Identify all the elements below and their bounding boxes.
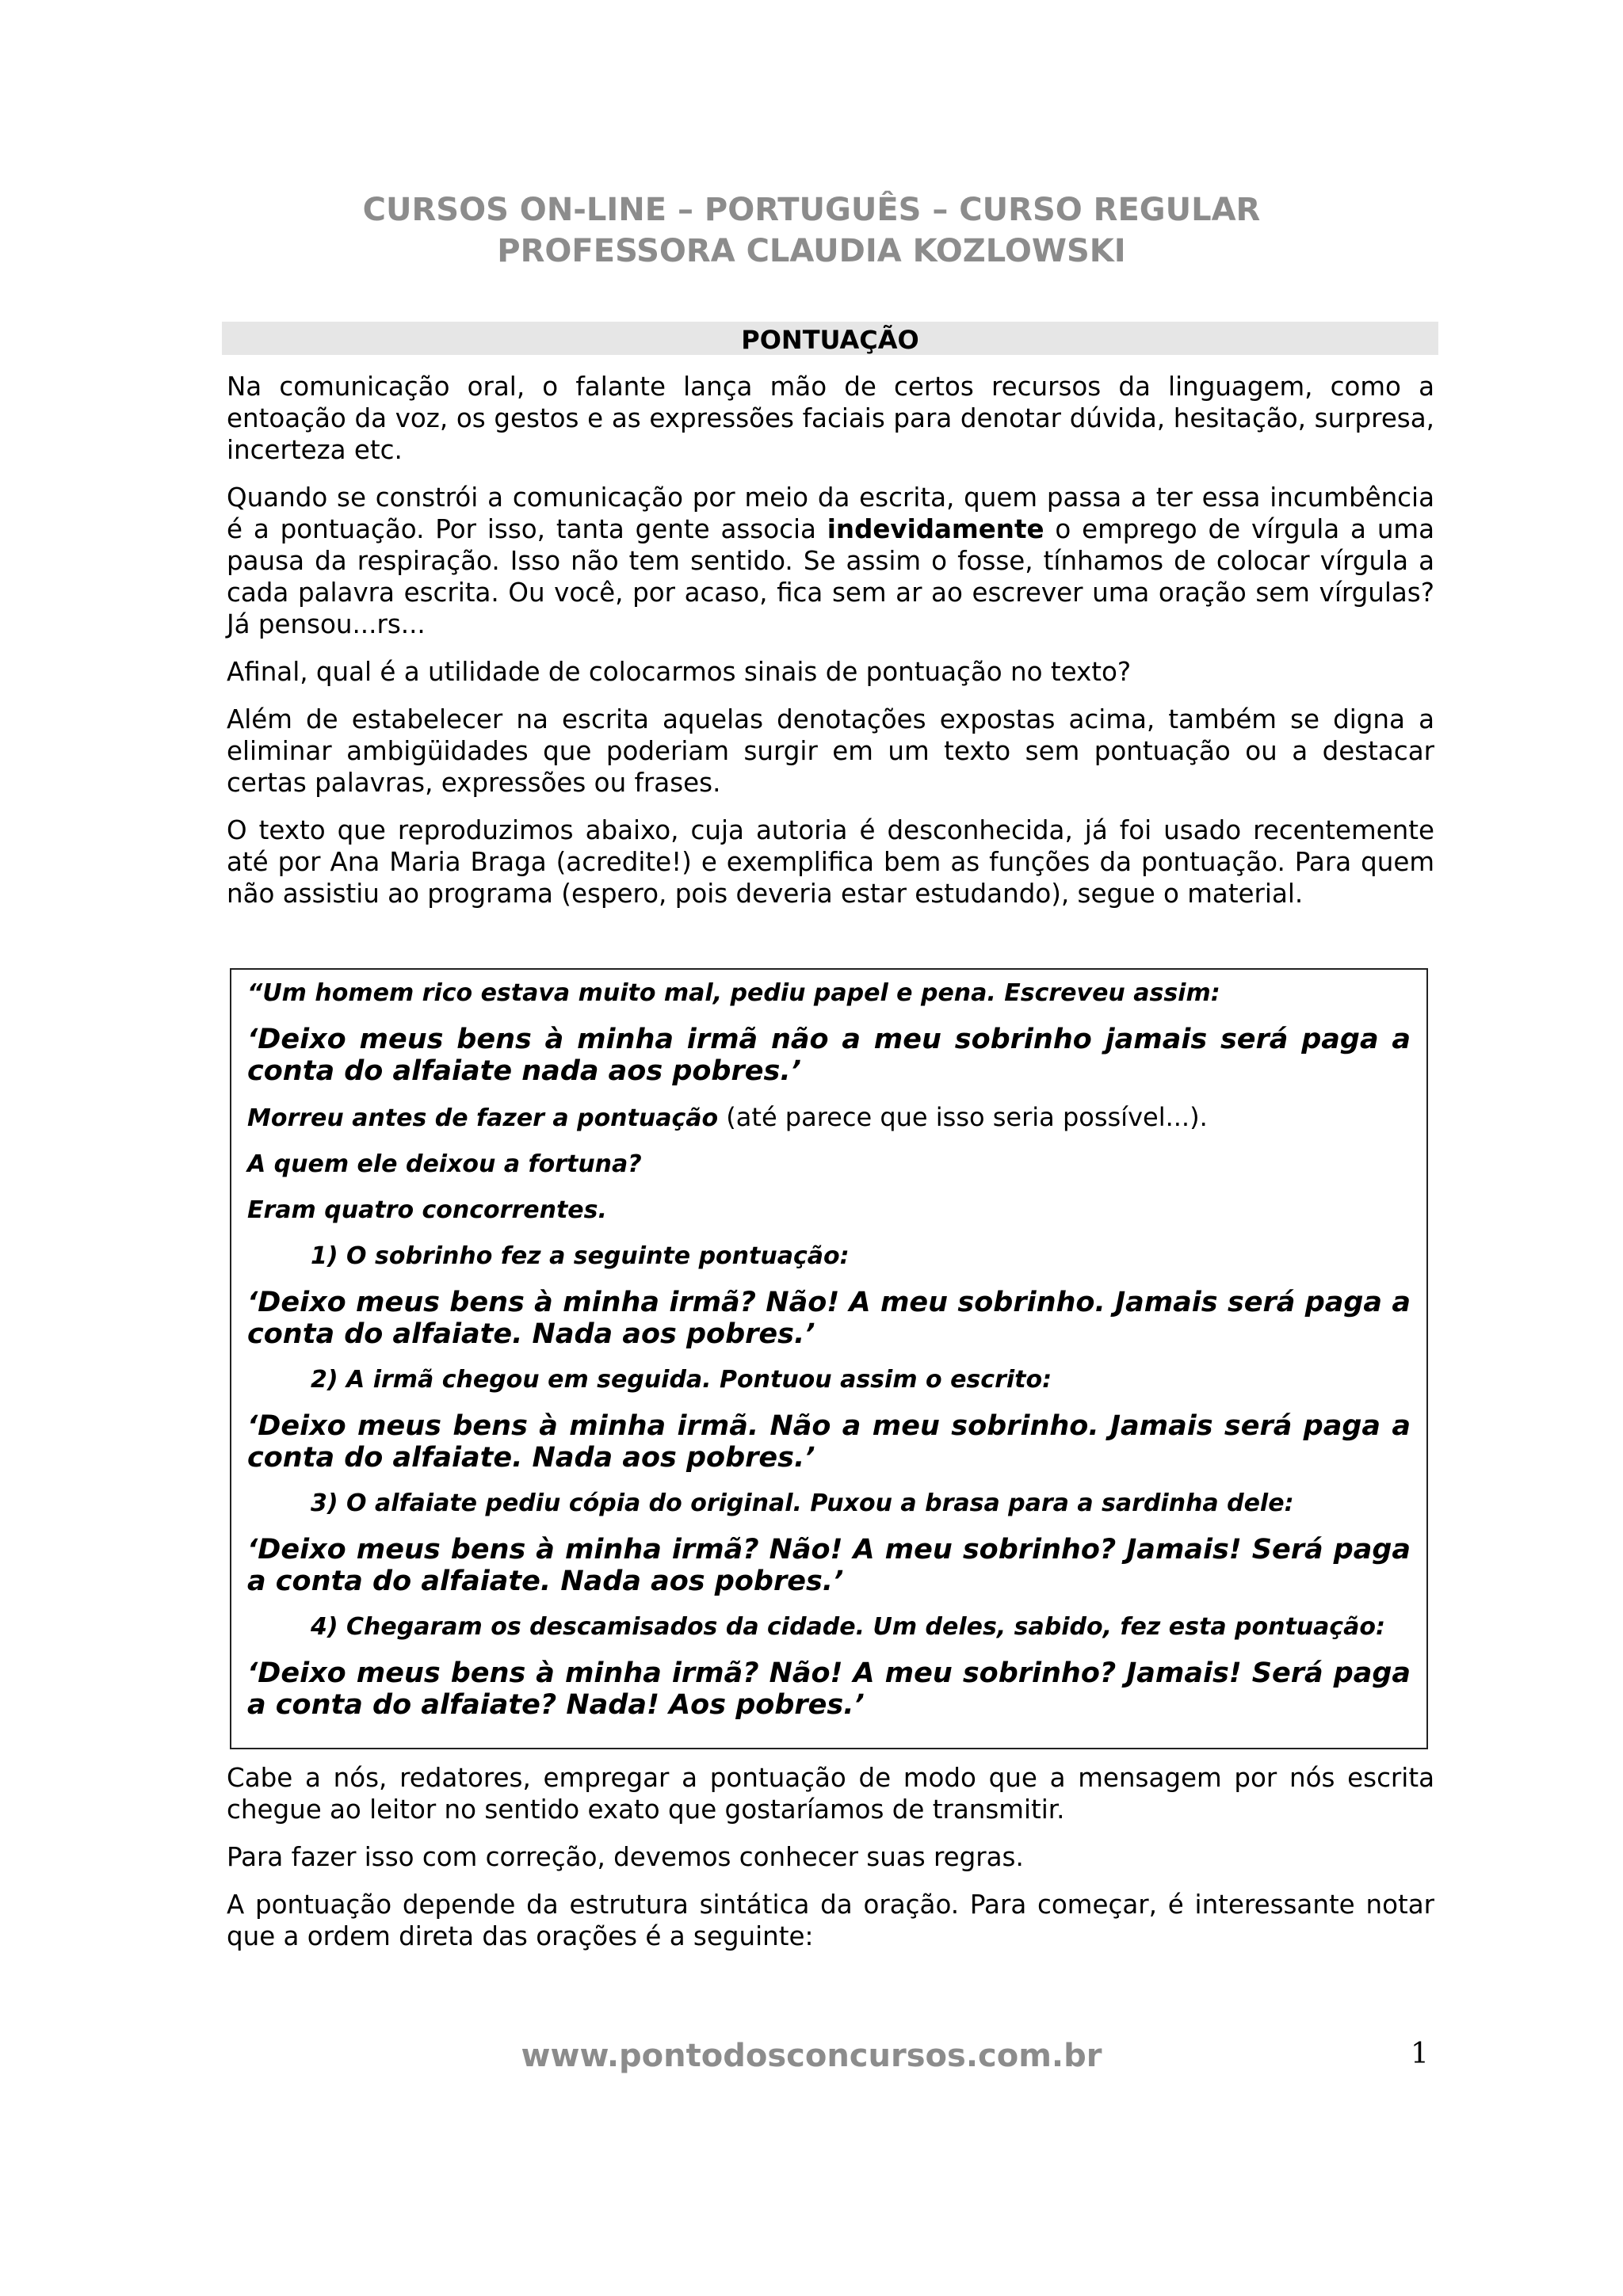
intro-paragraph-3: Afinal, qual é a utilidade de colocarmos sinais de pontuação no texto? <box>227 657 1132 687</box>
closing-paragraph-1: Cabe a nós, redatores, empregar a pontuação de modo que a mensagem por nós escrita chegue ao leitor no sentido exato que gostaríamos de transmitir. <box>227 1763 1434 1825</box>
intro-paragraph-2 <box>227 482 1434 640</box>
example-box <box>230 968 1428 1749</box>
header-professor: PROFESSORA CLAUDIA KOZLOWSKI <box>497 233 1126 269</box>
intro-paragraph-4: Além de estabelecer na escrita aquelas denotações expostas acima, também se digna a eliminar ambigüidades que poderiam surgir em um texto sem pontuação ou a destacar certas palavras, expressões ou frases. <box>227 704 1434 798</box>
closing-text <box>227 1762 1434 1968</box>
intro-text <box>227 371 1434 925</box>
box-quote-4: ‘Deixo meus bens à minha irmã? Não! A meu sobrinho? Jamais! Será paga a conta do alfaiate? Nada! Aos pobres.’ <box>247 1657 1411 1721</box>
box-item-2: 2) A irmã chegou em seguida. Pontuou assim o escrito: <box>311 1366 1052 1394</box>
box-died-plain: (até parece que isso seria possível...). <box>718 1102 1208 1132</box>
section-title: PONTUAÇÃO <box>222 322 1438 355</box>
intro-paragraph-1: Na comunicação oral, o falante lança mão de certos recursos da linguagem, como a entoação da voz, os gestos e as expressões faciais para denotar dúvida, hesitação, surpresa, incerteza etc. <box>227 372 1434 465</box>
header-course-title: CURSOS ON-LINE – PORTUGUÊS – CURSO REGULAR <box>362 192 1261 228</box>
intro-paragraph-2-start: Quando se constrói a comunicação por meio da escrita, quem passa a ter essa incumbência é a pontuação. Por isso, tanta gente associa <box>227 482 1434 544</box>
intro-paragraph-5: O texto que reproduzimos abaixo, cuja autoria é desconhecida, já foi usado recentemente até por Ana Maria Braga (acredite!) e exemplifica bem as funções da pontuação. Para quem não assistiu ao programa (espero, pois deveria estar estudando), segue o material. <box>227 815 1434 909</box>
box-question: A quem ele deixou a fortuna? <box>247 1150 642 1178</box>
closing-paragraph-2: Para fazer isso com correção, devemos conhecer suas regras. <box>227 1842 1024 1872</box>
box-quote-1: ‘Deixo meus bens à minha irmã? Não! A meu sobrinho. Jamais será paga a conta do alfaiate. Nada aos pobres.’ <box>247 1287 1411 1350</box>
intro-paragraph-2-end: o emprego de vírgula a uma pausa da respiração. Isso não tem sentido. Se assim o fosse, tínhamos de colocar vírgula a cada palavra escrita. Ou você, por acaso, fica sem ar ao escrever uma oração sem vírgulas? Já pensou...rs... <box>227 514 1434 639</box>
box-intro-line: “Um homem rico estava muito mal, pediu papel e pena. Escreveu assim: <box>247 979 1220 1007</box>
box-quote-2: ‘Deixo meus bens à minha irmã. Não a meu sobrinho. Jamais será paga a conta do alfaiate. Nada aos pobres.’ <box>247 1410 1411 1474</box>
closing-paragraph-3: A pontuação depende da estrutura sintática da oração. Para começar, é interessante notar que a ordem direta das orações é a seguinte: <box>227 1890 1434 1951</box>
box-quote-original: ‘Deixo meus bens à minha irmã não a meu sobrinho jamais será paga a conta do alfaiate nada aos pobres.’ <box>247 1024 1411 1087</box>
box-competitors: Eram quatro concorrentes. <box>247 1196 607 1224</box>
box-died-bold: Morreu antes de fazer a pontuação <box>247 1104 719 1132</box>
box-item-1: 1) O sobrinho fez a seguinte pontuação: <box>311 1242 850 1270</box>
box-item-4: 4) Chegaram os descamisados da cidade. Um deles, sabido, fez esta pontuação: <box>311 1613 1386 1641</box>
page-number: 1 <box>1411 2038 1429 2070</box>
box-item-3: 3) O alfaiate pediu cópia do original. Puxou a brasa para a sardinha dele: <box>311 1489 1294 1517</box>
box-died-line <box>247 1101 1411 1135</box>
box-quote-3: ‘Deixo meus bens à minha irmã? Não! A meu sobrinho? Jamais! Será paga a conta do alfaiate. Nada aos pobres.’ <box>247 1534 1411 1597</box>
footer-url: www.pontodosconcursos.com.br <box>521 2038 1102 2074</box>
emphasis-indevidamente: indevidamente <box>827 514 1044 544</box>
